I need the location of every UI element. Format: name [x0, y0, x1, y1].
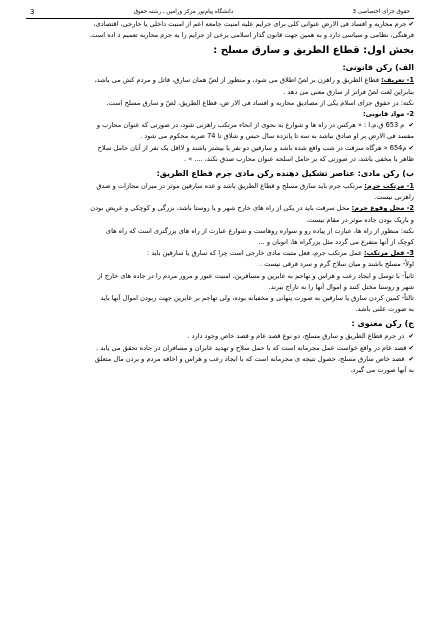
- location-line-1: 2- محل وقوع جرم: محل سرقت باید در یکی از راه های خارج شهر و یا روستا باشد، بزرگی و کوچکی و عریض بودن: [90, 204, 414, 213]
- perpetrator-line-2: راهزنی نیست.: [374, 193, 414, 202]
- definition-note: نکته: در حقوق جزای اسلام یکی از مصادیق محاربه و افساد فی الار ض، قطاع الطریق، لصّ و سارق مسلح است.: [106, 98, 414, 107]
- header-course-title: حقوق جزای اختصاصی 3: [352, 9, 410, 15]
- check-mark-icon: ✔: [408, 143, 414, 152]
- check-mark-icon: ✔: [408, 20, 414, 28]
- page-header: [26, 8, 414, 19]
- act-line-3: ثانیاً- با توسل و ایجاد رعب و هراس و تهاجم به عابرین و مسافرین، امنیت عبور و مرور مردم را در جاده های خارج از: [97, 271, 414, 280]
- intent-line-3: ✔ قصد خاص سارق مسلح، حصول نتیجه ی مجرمانه است که با ایجاد رعب و هراس و اخافه مردم و بردن مال متعلق: [94, 354, 414, 363]
- intent-line-1: ✔ در جرم قطاع الطریق و سارق مسلح، دو نوع قصد عام و قصد خاص وجود دارد .: [187, 332, 414, 341]
- article-653-line-2: مفسد فی الارض بر او صادق نباشد به سه تا پانزده سال حبس و شلاق تا 74 ضربه محکوم می شود .: [140, 132, 414, 141]
- article-653-line-1: ✔ م 653 ق.م.ا : « هرکس در راه ها و شوارع به نحوی از انحاء مرتکب راهزنی شود، در صورتی که عنوان محارب و: [96, 121, 414, 130]
- perpetrator-line-1: 1- مرتکب جرم: مرتکب جرم باید سارق مسلح و قطاع الطریق باشد و عده سارقین موثر در میزان مجازات و صدق: [96, 182, 414, 191]
- articles-heading: 2- مواد قانونی:: [363, 110, 414, 119]
- material-element-heading: ب) رکن مادی: عناصر تشکیل دهنده رکن مادی جرم قطاع الطریق:: [156, 169, 414, 179]
- act-line-1: 3- فعل مرتکب: عمل مرتکب جرم، فعل مثبت مادی خارجی است چرا که سارق یا سارقین باید :: [147, 249, 414, 258]
- location-note-1: نکته: منظور از راه ها، عبارت از پیاده رو و سواره روهاست و شوارع عبارت از راه های بزرگتری است که راه های: [105, 226, 414, 235]
- header-university: دانشگاه پیام‌نور مرکز ورامین ـ رشته حقوق: [133, 9, 234, 15]
- perpetrator-label: 1- مرتکب جرم:: [364, 182, 414, 191]
- check-mark-icon: ✔: [408, 354, 414, 363]
- intent-line-4: به آنها صورت می گیرد.: [350, 366, 414, 375]
- location-line-2: و باریک بودن جاده موثر در مقام نیست.: [306, 215, 414, 224]
- act-line-5: ثالثاً- کمین کردن سارق یا سارقین به صورت پنهانی و مخفیانه بوده، ولی تهاجم بر عابرین جهت ربودن اموال آنها باید: [100, 294, 414, 303]
- article-654-line-2: ظاهر یا مخفی باشد، در صورتی که بر حامل اسلحه عنوان محارب صدق نکند، .... » .: [184, 154, 414, 163]
- act-line-2: اولاً- مسلح باشند و میان سلاح گرم و سرد فرقی نیست .: [259, 260, 414, 269]
- check-mark-icon: ✔: [408, 343, 414, 352]
- intro-line-1: ✔جرم محاربه و افساد فی الارض عنوانی کلی برای جرایم علیه امنیت جامعه اعم از امنیت داخلی یا خارجی، اقتصادی،: [93, 20, 414, 28]
- article-654-line-1: ✔م654 « هرگاه سرقت در شب واقع شده باشد و سارقین دو نفر یا بیشتر باشند و لااقل یک نفر از آنان حامل سلاح: [97, 143, 414, 152]
- mental-element-heading: ج) رکن معنوی :: [351, 319, 414, 329]
- page-number: 3: [30, 8, 35, 16]
- intro-line-2: فرهنگی، نظامی و سیاسی دارد و به همین جهت قانون گذار اسلامی برخی از جرایم را به جرم محاربه تعمیم د اده است.: [89, 31, 414, 40]
- location-label: 2- محل وقوع جرم:: [351, 204, 414, 213]
- location-note-2: کوچک از آنها متفرع می گردد مثل بزرگراه ها، اتوبان و ...: [258, 238, 414, 247]
- document-body: [26, 19, 414, 376]
- intent-line-2: ✔قصد عام در واقع خواست عمل مجرمانه است که با حمل سلاح و تهدید عابران و مسافران در جاده تحقق می یابد .: [96, 343, 414, 352]
- definition-line-2: بنابراین لغت لصّ فراتر از سارق معنی می دهد .: [283, 87, 414, 96]
- definition-label: 1- تعریف:: [381, 76, 414, 85]
- legal-element-heading: الف) رکن قانونی:: [342, 63, 414, 73]
- check-mark-icon: ✔: [408, 121, 414, 130]
- definition-line-1: 1- تعریف: قطاع الطریق و راهزن بر لصّ اطلاق می شود، و منظور از لصّ همان سارق، قاتل و مردم کش می باشد،: [94, 76, 414, 85]
- check-mark-icon: ✔: [408, 332, 414, 341]
- act-line-4: شهر و روستا مختل کنند و اموال آنها را به تاراج ببرند.: [268, 282, 414, 291]
- act-label: 3- فعل مرتکب:: [364, 249, 414, 258]
- act-line-6: به صورت علنی باشد.: [355, 305, 414, 314]
- section-1-title: بخش اول: قطاع الطریق و سارق مسلح :: [213, 45, 414, 57]
